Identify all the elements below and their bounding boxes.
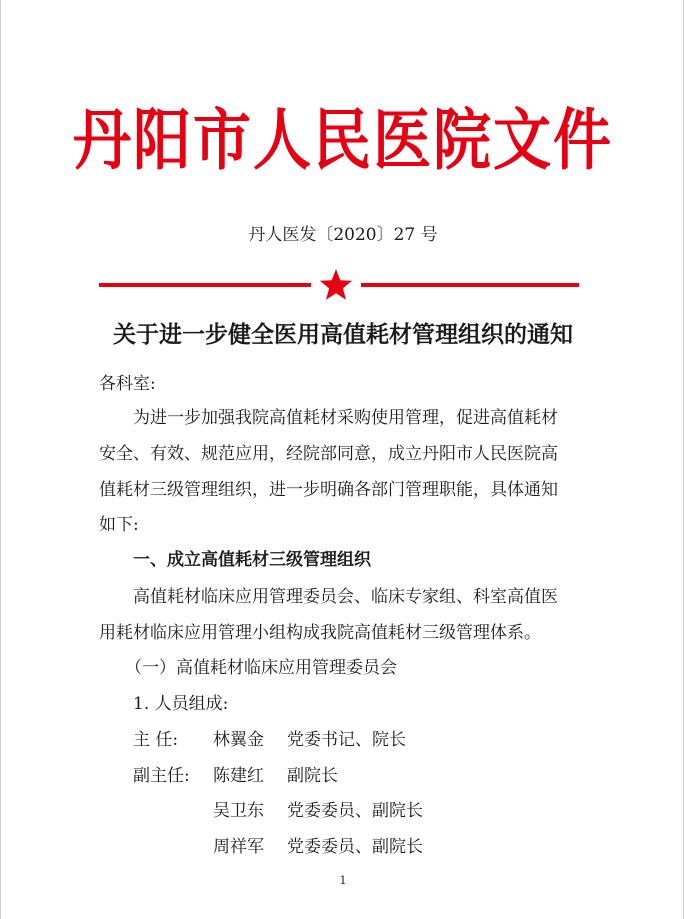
star-icon — [320, 269, 352, 300]
intro-line-1: 为进一步加强我院高值耗材采购使用管理，促进高值耗材 — [133, 408, 558, 428]
member-name: 陈建红 — [213, 766, 264, 786]
page-number: 1 — [339, 874, 347, 887]
intro-line-2: 安全、有效、规范应用，经院部同意，成立丹阳市人民医院高 — [99, 444, 558, 464]
member-title: 党委书记、院长 — [287, 730, 406, 750]
member-title: 副院长 — [287, 766, 338, 786]
document-header-title: 丹阳市人民医院文件 — [72, 100, 613, 180]
divider-line-right — [361, 283, 579, 287]
intro-line-4: 如下: — [99, 515, 139, 535]
document-number: 丹人医发〔2020〕27 号 — [248, 225, 438, 245]
member-title: 党委委员、副院长 — [287, 837, 423, 857]
subsection-1-heading: （一）高值耗材临床应用管理委员会 — [125, 658, 397, 678]
member-name: 吴卫东 — [213, 801, 264, 821]
member-role: 主 任: — [133, 730, 179, 750]
salutation: 各科室: — [99, 374, 156, 394]
section-1-heading: 一、成立高值耗材三级管理组织 — [133, 550, 371, 570]
notice-title: 关于进一步健全医用高值耗材管理组织的通知 — [113, 322, 573, 348]
section-1-line-1: 高值耗材临床应用管理委员会、临床专家组、科室高值医 — [133, 587, 558, 607]
member-title: 党委委员、副院长 — [287, 801, 423, 821]
red-divider — [99, 268, 579, 302]
divider-line-left — [99, 283, 311, 287]
member-name: 周祥军 — [213, 837, 264, 857]
member-name: 林翼金 — [213, 730, 264, 750]
item-1-heading: 1. 人员组成: — [133, 694, 229, 714]
member-role: 副主任: — [133, 766, 190, 786]
section-1-line-2: 用耗材临床应用管理小组构成我院高值耗材三级管理体系。 — [99, 623, 541, 643]
intro-line-3: 值耗材三级管理组织，进一步明确各部门管理职能，具体通知 — [99, 480, 558, 500]
